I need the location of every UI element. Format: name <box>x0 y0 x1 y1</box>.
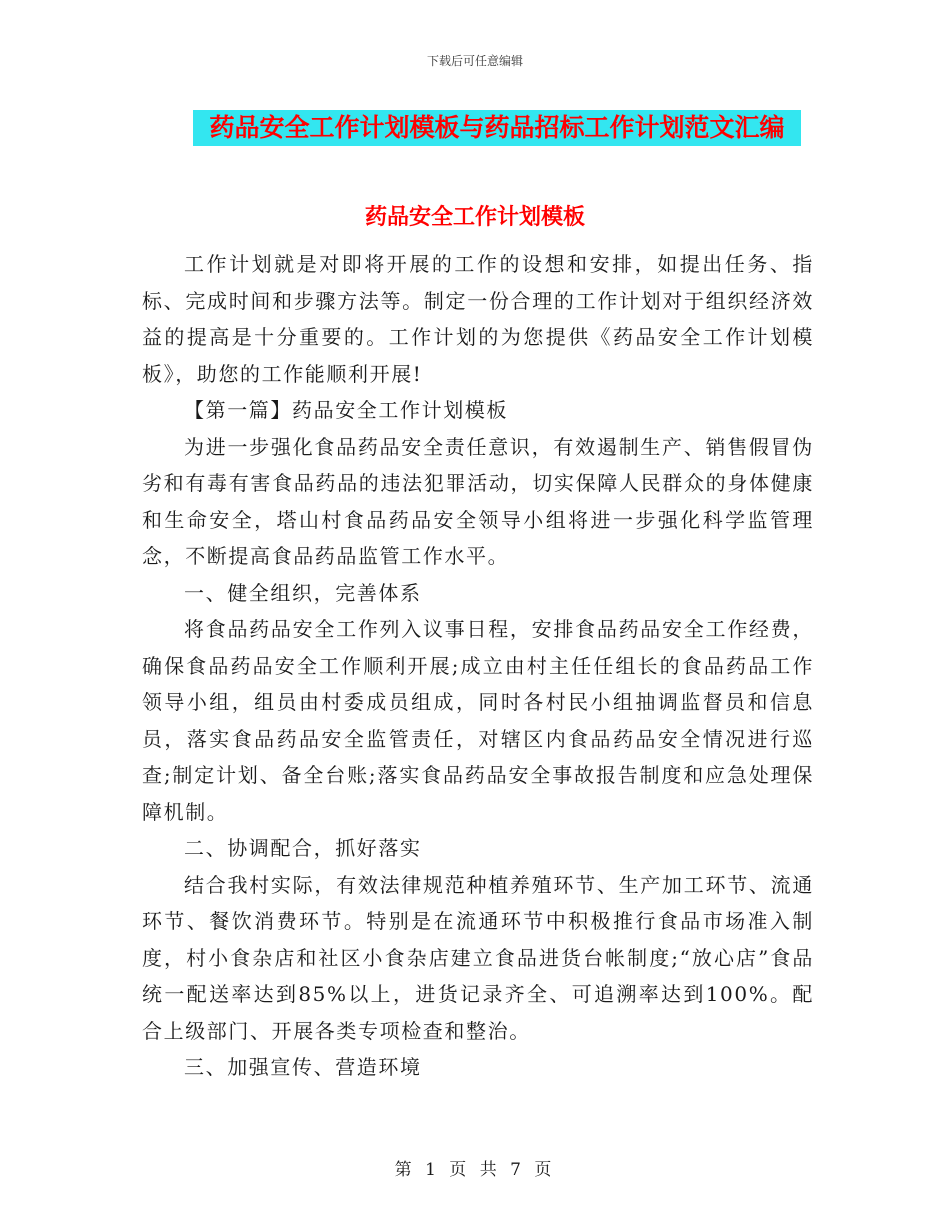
section-heading-3: 三、加强宣传、营造环境 <box>184 1055 422 1079</box>
page-number-footer: 第 1 页 共 7 页 <box>394 1160 556 1180</box>
body-paragraph: 为进一步强化食品药品安全责任意识，有效遏制生产、销售假冒伪劣和有毒有害食品药品的违法犯罪活动，切实保障人民群众的身体健康和生命安全，塔山村食品药品安全领导小组将进一步强化科学监管理念，不断提高食品药品监管工作水平。 <box>142 434 814 568</box>
section-heading-2: 二、协调配合，抓好落实 <box>184 836 422 860</box>
document-body <box>142 246 814 1086</box>
header-note: 下载后可任意编辑 <box>426 54 523 68</box>
document-sub-title: 药品安全工作计划模板 <box>364 205 585 230</box>
body-paragraph: 将食品药品安全工作列入议事日程，安排食品药品安全工作经费，确保食品药品安全工作顺利开展;成立由村主任任组长的食品药品工作领导小组，组员由村委成员组成，同时各村民小组抽调监督员和信息员，落实食品药品安全监管责任，对辖区内食品药品安全情况进行巡查;制定计划、备全台账;落实食品药品安全事故报告制度和应急处理保障机制。 <box>142 617 814 824</box>
document-main-title: 药品安全工作计划模板与药品招标工作计划范文汇编 <box>193 110 801 146</box>
body-paragraph: 结合我村实际，有效法律规范种植养殖环节、生产加工环节、流通环节、餐饮消费环节。特别是在流通环节中积极推行食品市场准入制度，村小食杂店和社区小食杂店建立食品进货台帐制度;“放心店”食品统一配送率达到85%以上，进货记录齐全、可追溯率达到100%。配合上级部门、开展各类专项检查和整治。 <box>142 872 814 1043</box>
section-heading-1: 一、健全组织，完善体系 <box>184 580 422 605</box>
section-heading-part-one: 【第一篇】药品安全工作计划模板 <box>184 398 508 422</box>
intro-paragraph: 工作计划就是对即将开展的工作的设想和安排，如提出任务、指标、完成时间和步骤方法等。制定一份合理的工作计划对于组织经济效益的提高是十分重要的。工作计划的为您提供《药品安全工作计划模板》，助您的工作能顺利开展! <box>142 252 814 386</box>
